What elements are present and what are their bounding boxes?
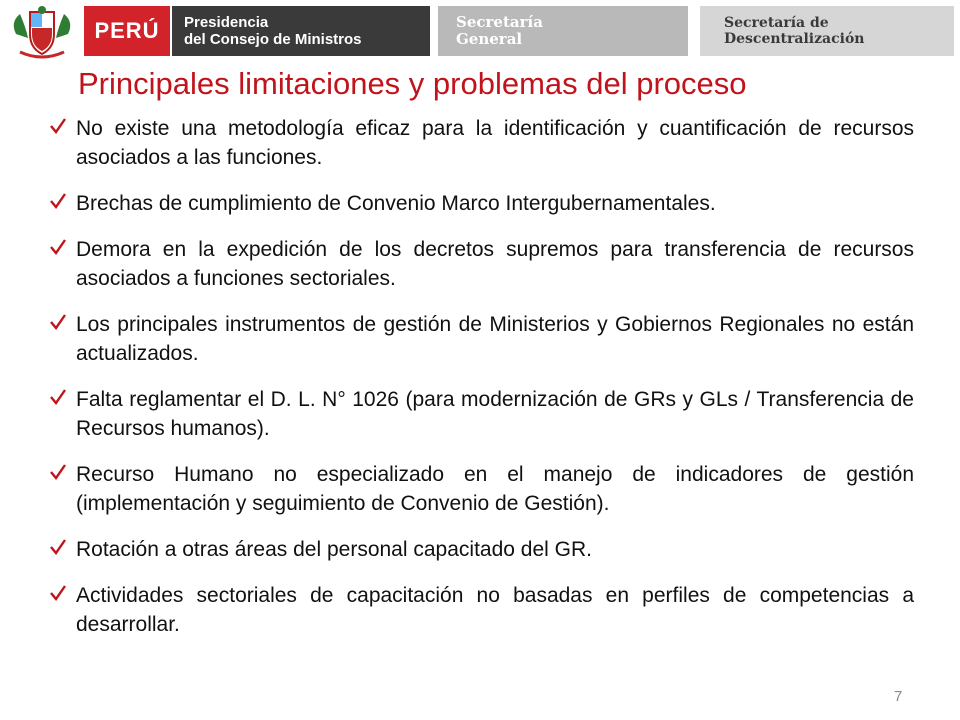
list-item [48,535,914,564]
bullet-text: Falta reglamentar el D. L. N° 1026 (para modernización de GRs y GLs / Transferencia de Recursos humanos). [76,388,914,440]
page-number: 7 [894,688,903,705]
bullet-text: No existe una metodología eficaz para la identificación y cuantificación de recursos asociados a las funciones. [76,117,914,169]
checkmark-icon [48,191,68,211]
secretaria-descentralizacion-block [700,6,954,56]
checkmark-icon [48,237,68,257]
bullet-text: Los principales instrumentos de gestión de Ministerios y Gobiernos Regionales no están actualizados. [76,313,914,365]
list-item [48,385,914,443]
peru-label: PERÚ [94,18,160,43]
bullet-text: Demora en la expedición de los decretos supremos para transferencia de recursos asociados a funciones sectoriales. [76,238,914,290]
list-item [48,114,914,172]
checkmark-icon [48,462,68,482]
sd-line1: Secretaría de [724,15,829,31]
pcm-line2: del Consejo de Ministros [184,31,362,48]
sd-line2: Descentralización [724,31,865,47]
bullet-text: Actividades sectoriales de capacitación no basadas en perfiles de competencias a desarrollar. [76,584,914,636]
bullet-text: Rotación a otras áreas del personal capacitado del GR. [76,538,592,561]
checkmark-icon [48,387,68,407]
pcm-line1: Presidencia [184,14,269,31]
peru-brand-block [84,6,170,56]
sg-line2: General [456,30,523,48]
list-item [48,581,914,639]
sg-line1: Secretaría [456,13,543,31]
header-banner [0,0,960,62]
slide-title: Principales limitaciones y problemas del proceso [78,66,747,101]
checkmark-icon [48,537,68,557]
list-item [48,460,914,518]
bullet-list [48,114,914,656]
list-item [48,189,914,218]
list-item [48,235,914,293]
pcm-brand-block [172,6,430,56]
list-item [48,310,914,368]
coat-of-arms-icon [6,4,78,60]
bullet-text: Brechas de cumplimiento de Convenio Marco Intergubernamentales. [76,192,716,215]
bullet-text: Recurso Humano no especializado en el manejo de indicadores de gestión (implementación y seguimiento de Convenio de Gestión). [76,463,914,515]
secretaria-general-block [438,6,688,56]
checkmark-icon [48,583,68,603]
checkmark-icon [48,116,68,136]
checkmark-icon [48,312,68,332]
